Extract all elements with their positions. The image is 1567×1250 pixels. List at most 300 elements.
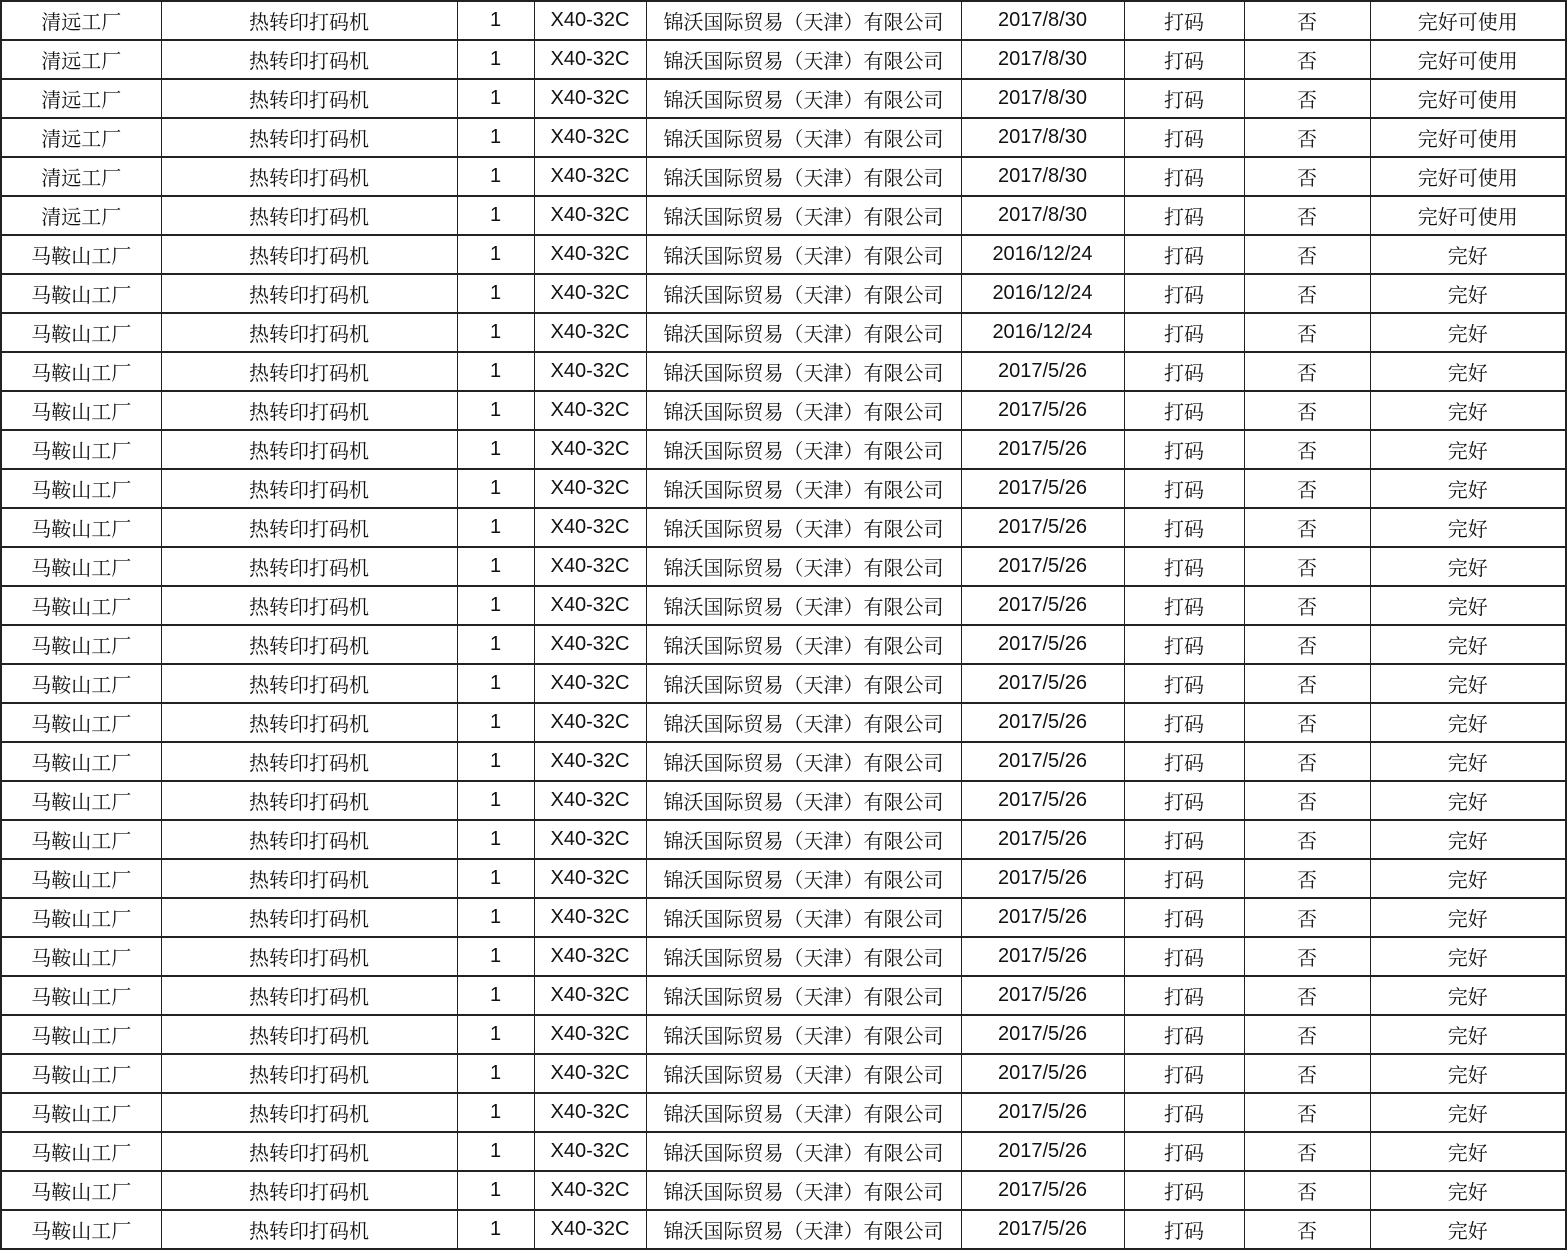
cell-flag: 否 <box>1244 703 1370 742</box>
cell-equipment-name: 热转印打码机 <box>161 40 457 79</box>
cell-supplier: 锦沃国际贸易（天津）有限公司 <box>646 1015 961 1054</box>
cell-model: X40-32C <box>534 625 646 664</box>
table-row <box>1 235 1566 274</box>
cell-equipment-name: 热转印打码机 <box>161 820 457 859</box>
cell-supplier: 锦沃国际贸易（天津）有限公司 <box>646 937 961 976</box>
cell-purpose: 打码 <box>1124 79 1244 118</box>
cell-date: 2017/5/26 <box>961 352 1124 391</box>
cell-quantity: 1 <box>457 40 534 79</box>
cell-purpose: 打码 <box>1124 469 1244 508</box>
cell-factory: 马鞍山工厂 <box>1 313 161 352</box>
cell-quantity: 1 <box>457 430 534 469</box>
cell-condition: 完好 <box>1370 1015 1566 1054</box>
cell-purpose: 打码 <box>1124 352 1244 391</box>
cell-factory: 马鞍山工厂 <box>1 781 161 820</box>
cell-flag: 否 <box>1244 1054 1370 1093</box>
cell-quantity: 1 <box>457 547 534 586</box>
cell-supplier: 锦沃国际贸易（天津）有限公司 <box>646 586 961 625</box>
cell-purpose: 打码 <box>1124 937 1244 976</box>
cell-flag: 否 <box>1244 1093 1370 1132</box>
cell-date: 2016/12/24 <box>961 274 1124 313</box>
cell-supplier: 锦沃国际贸易（天津）有限公司 <box>646 40 961 79</box>
cell-flag: 否 <box>1244 1171 1370 1210</box>
cell-model: X40-32C <box>534 859 646 898</box>
cell-condition: 完好 <box>1370 625 1566 664</box>
cell-model: X40-32C <box>534 430 646 469</box>
table-row <box>1 1210 1566 1249</box>
table-row <box>1 976 1566 1015</box>
cell-purpose: 打码 <box>1124 1 1244 40</box>
cell-condition: 完好 <box>1370 820 1566 859</box>
cell-flag: 否 <box>1244 40 1370 79</box>
cell-purpose: 打码 <box>1124 703 1244 742</box>
cell-quantity: 1 <box>457 118 534 157</box>
cell-quantity: 1 <box>457 625 534 664</box>
cell-condition: 完好 <box>1370 586 1566 625</box>
cell-purpose: 打码 <box>1124 430 1244 469</box>
cell-factory: 马鞍山工厂 <box>1 235 161 274</box>
table-row <box>1 352 1566 391</box>
cell-equipment-name: 热转印打码机 <box>161 313 457 352</box>
table-row <box>1 547 1566 586</box>
cell-date: 2017/5/26 <box>961 430 1124 469</box>
cell-flag: 否 <box>1244 274 1370 313</box>
cell-flag: 否 <box>1244 820 1370 859</box>
table-row <box>1 625 1566 664</box>
cell-quantity: 1 <box>457 859 534 898</box>
cell-factory: 清远工厂 <box>1 196 161 235</box>
cell-purpose: 打码 <box>1124 742 1244 781</box>
cell-model: X40-32C <box>534 196 646 235</box>
cell-equipment-name: 热转印打码机 <box>161 742 457 781</box>
cell-supplier: 锦沃国际贸易（天津）有限公司 <box>646 235 961 274</box>
cell-condition: 完好 <box>1370 508 1566 547</box>
cell-model: X40-32C <box>534 79 646 118</box>
cell-flag: 否 <box>1244 976 1370 1015</box>
cell-supplier: 锦沃国际贸易（天津）有限公司 <box>646 79 961 118</box>
cell-date: 2017/5/26 <box>961 664 1124 703</box>
cell-date: 2017/5/26 <box>961 859 1124 898</box>
cell-purpose: 打码 <box>1124 118 1244 157</box>
cell-purpose: 打码 <box>1124 508 1244 547</box>
cell-flag: 否 <box>1244 859 1370 898</box>
cell-flag: 否 <box>1244 391 1370 430</box>
cell-factory: 清远工厂 <box>1 40 161 79</box>
cell-date: 2017/8/30 <box>961 196 1124 235</box>
cell-equipment-name: 热转印打码机 <box>161 235 457 274</box>
cell-factory: 马鞍山工厂 <box>1 1171 161 1210</box>
cell-model: X40-32C <box>534 274 646 313</box>
table-row <box>1 664 1566 703</box>
cell-purpose: 打码 <box>1124 274 1244 313</box>
cell-factory: 清远工厂 <box>1 118 161 157</box>
cell-date: 2017/5/26 <box>961 937 1124 976</box>
cell-equipment-name: 热转印打码机 <box>161 1171 457 1210</box>
cell-quantity: 1 <box>457 937 534 976</box>
cell-quantity: 1 <box>457 1171 534 1210</box>
table-row <box>1 898 1566 937</box>
cell-purpose: 打码 <box>1124 664 1244 703</box>
table-row <box>1 781 1566 820</box>
cell-quantity: 1 <box>457 1210 534 1249</box>
cell-quantity: 1 <box>457 469 534 508</box>
cell-purpose: 打码 <box>1124 898 1244 937</box>
cell-date: 2017/5/26 <box>961 508 1124 547</box>
cell-purpose: 打码 <box>1124 40 1244 79</box>
cell-flag: 否 <box>1244 235 1370 274</box>
cell-flag: 否 <box>1244 625 1370 664</box>
cell-date: 2017/5/26 <box>961 469 1124 508</box>
cell-flag: 否 <box>1244 664 1370 703</box>
cell-supplier: 锦沃国际贸易（天津）有限公司 <box>646 976 961 1015</box>
cell-condition: 完好 <box>1370 547 1566 586</box>
cell-model: X40-32C <box>534 1054 646 1093</box>
cell-model: X40-32C <box>534 703 646 742</box>
cell-date: 2017/5/26 <box>961 625 1124 664</box>
table-row <box>1 859 1566 898</box>
table-row <box>1 820 1566 859</box>
cell-date: 2017/5/26 <box>961 1132 1124 1171</box>
cell-condition: 完好 <box>1370 742 1566 781</box>
cell-flag: 否 <box>1244 547 1370 586</box>
cell-equipment-name: 热转印打码机 <box>161 196 457 235</box>
cell-supplier: 锦沃国际贸易（天津）有限公司 <box>646 508 961 547</box>
cell-condition: 完好 <box>1370 976 1566 1015</box>
cell-equipment-name: 热转印打码机 <box>161 274 457 313</box>
cell-condition: 完好 <box>1370 703 1566 742</box>
cell-quantity: 1 <box>457 703 534 742</box>
cell-quantity: 1 <box>457 235 534 274</box>
cell-condition: 完好 <box>1370 469 1566 508</box>
table-row <box>1 1132 1566 1171</box>
cell-model: X40-32C <box>534 586 646 625</box>
cell-condition: 完好 <box>1370 1210 1566 1249</box>
cell-date: 2017/5/26 <box>961 1015 1124 1054</box>
cell-equipment-name: 热转印打码机 <box>161 1210 457 1249</box>
cell-equipment-name: 热转印打码机 <box>161 508 457 547</box>
cell-purpose: 打码 <box>1124 547 1244 586</box>
cell-condition: 完好 <box>1370 391 1566 430</box>
table-row <box>1 1093 1566 1132</box>
cell-supplier: 锦沃国际贸易（天津）有限公司 <box>646 196 961 235</box>
cell-factory: 马鞍山工厂 <box>1 1015 161 1054</box>
cell-date: 2016/12/24 <box>961 313 1124 352</box>
cell-flag: 否 <box>1244 1210 1370 1249</box>
cell-quantity: 1 <box>457 352 534 391</box>
cell-condition: 完好 <box>1370 937 1566 976</box>
cell-factory: 马鞍山工厂 <box>1 1054 161 1093</box>
cell-factory: 马鞍山工厂 <box>1 976 161 1015</box>
cell-equipment-name: 热转印打码机 <box>161 1 457 40</box>
cell-model: X40-32C <box>534 1015 646 1054</box>
table-row <box>1 313 1566 352</box>
cell-quantity: 1 <box>457 196 534 235</box>
cell-purpose: 打码 <box>1124 1210 1244 1249</box>
cell-date: 2017/8/30 <box>961 79 1124 118</box>
cell-factory: 马鞍山工厂 <box>1 664 161 703</box>
cell-equipment-name: 热转印打码机 <box>161 664 457 703</box>
cell-condition: 完好 <box>1370 1054 1566 1093</box>
cell-flag: 否 <box>1244 196 1370 235</box>
cell-model: X40-32C <box>534 1132 646 1171</box>
cell-flag: 否 <box>1244 352 1370 391</box>
cell-condition: 完好 <box>1370 859 1566 898</box>
cell-model: X40-32C <box>534 1171 646 1210</box>
cell-equipment-name: 热转印打码机 <box>161 157 457 196</box>
table-row <box>1 1054 1566 1093</box>
cell-quantity: 1 <box>457 586 534 625</box>
cell-flag: 否 <box>1244 313 1370 352</box>
cell-model: X40-32C <box>534 157 646 196</box>
cell-equipment-name: 热转印打码机 <box>161 976 457 1015</box>
cell-condition: 完好 <box>1370 781 1566 820</box>
cell-condition: 完好 <box>1370 1132 1566 1171</box>
cell-date: 2017/5/26 <box>961 820 1124 859</box>
cell-equipment-name: 热转印打码机 <box>161 781 457 820</box>
cell-condition: 完好 <box>1370 1171 1566 1210</box>
cell-date: 2017/5/26 <box>961 703 1124 742</box>
cell-factory: 马鞍山工厂 <box>1 1132 161 1171</box>
cell-purpose: 打码 <box>1124 196 1244 235</box>
cell-quantity: 1 <box>457 508 534 547</box>
cell-purpose: 打码 <box>1124 859 1244 898</box>
cell-equipment-name: 热转印打码机 <box>161 586 457 625</box>
cell-quantity: 1 <box>457 157 534 196</box>
cell-purpose: 打码 <box>1124 586 1244 625</box>
cell-factory: 马鞍山工厂 <box>1 1093 161 1132</box>
cell-factory: 马鞍山工厂 <box>1 352 161 391</box>
cell-supplier: 锦沃国际贸易（天津）有限公司 <box>646 1093 961 1132</box>
cell-condition: 完好可使用 <box>1370 40 1566 79</box>
cell-supplier: 锦沃国际贸易（天津）有限公司 <box>646 898 961 937</box>
cell-flag: 否 <box>1244 898 1370 937</box>
cell-factory: 马鞍山工厂 <box>1 547 161 586</box>
cell-date: 2017/5/26 <box>961 586 1124 625</box>
cell-equipment-name: 热转印打码机 <box>161 625 457 664</box>
cell-supplier: 锦沃国际贸易（天津）有限公司 <box>646 1171 961 1210</box>
cell-date: 2017/5/26 <box>961 1054 1124 1093</box>
cell-flag: 否 <box>1244 118 1370 157</box>
cell-model: X40-32C <box>534 820 646 859</box>
table-row <box>1 430 1566 469</box>
cell-model: X40-32C <box>534 1 646 40</box>
cell-supplier: 锦沃国际贸易（天津）有限公司 <box>646 859 961 898</box>
cell-quantity: 1 <box>457 742 534 781</box>
cell-condition: 完好可使用 <box>1370 1 1566 40</box>
table-row <box>1 937 1566 976</box>
cell-date: 2017/8/30 <box>961 1 1124 40</box>
cell-quantity: 1 <box>457 1132 534 1171</box>
cell-factory: 马鞍山工厂 <box>1 430 161 469</box>
cell-quantity: 1 <box>457 313 534 352</box>
cell-equipment-name: 热转印打码机 <box>161 898 457 937</box>
table-row <box>1 508 1566 547</box>
cell-condition: 完好可使用 <box>1370 157 1566 196</box>
cell-factory: 马鞍山工厂 <box>1 274 161 313</box>
cell-condition: 完好 <box>1370 1093 1566 1132</box>
table-row <box>1 469 1566 508</box>
cell-supplier: 锦沃国际贸易（天津）有限公司 <box>646 157 961 196</box>
cell-date: 2017/5/26 <box>961 1093 1124 1132</box>
cell-condition: 完好可使用 <box>1370 79 1566 118</box>
cell-equipment-name: 热转印打码机 <box>161 79 457 118</box>
cell-date: 2017/8/30 <box>961 118 1124 157</box>
cell-flag: 否 <box>1244 742 1370 781</box>
cell-supplier: 锦沃国际贸易（天津）有限公司 <box>646 430 961 469</box>
cell-condition: 完好 <box>1370 235 1566 274</box>
cell-condition: 完好 <box>1370 664 1566 703</box>
cell-date: 2017/5/26 <box>961 898 1124 937</box>
cell-supplier: 锦沃国际贸易（天津）有限公司 <box>646 664 961 703</box>
cell-factory: 马鞍山工厂 <box>1 820 161 859</box>
cell-factory: 马鞍山工厂 <box>1 469 161 508</box>
cell-quantity: 1 <box>457 274 534 313</box>
cell-factory: 马鞍山工厂 <box>1 859 161 898</box>
cell-equipment-name: 热转印打码机 <box>161 430 457 469</box>
cell-equipment-name: 热转印打码机 <box>161 1015 457 1054</box>
cell-model: X40-32C <box>534 742 646 781</box>
cell-flag: 否 <box>1244 469 1370 508</box>
table-row <box>1 40 1566 79</box>
table-row <box>1 274 1566 313</box>
cell-quantity: 1 <box>457 664 534 703</box>
cell-purpose: 打码 <box>1124 1093 1244 1132</box>
cell-flag: 否 <box>1244 586 1370 625</box>
cell-supplier: 锦沃国际贸易（天津）有限公司 <box>646 313 961 352</box>
cell-purpose: 打码 <box>1124 820 1244 859</box>
equipment-table-body <box>1 1 1566 1249</box>
cell-factory: 马鞍山工厂 <box>1 508 161 547</box>
cell-date: 2017/8/30 <box>961 40 1124 79</box>
cell-quantity: 1 <box>457 820 534 859</box>
cell-model: X40-32C <box>534 781 646 820</box>
cell-condition: 完好 <box>1370 274 1566 313</box>
cell-date: 2016/12/24 <box>961 235 1124 274</box>
cell-model: X40-32C <box>534 976 646 1015</box>
cell-purpose: 打码 <box>1124 1132 1244 1171</box>
cell-supplier: 锦沃国际贸易（天津）有限公司 <box>646 1210 961 1249</box>
cell-date: 2017/5/26 <box>961 547 1124 586</box>
cell-flag: 否 <box>1244 1 1370 40</box>
cell-model: X40-32C <box>534 508 646 547</box>
cell-purpose: 打码 <box>1124 625 1244 664</box>
cell-model: X40-32C <box>534 391 646 430</box>
cell-equipment-name: 热转印打码机 <box>161 937 457 976</box>
cell-factory: 马鞍山工厂 <box>1 898 161 937</box>
cell-model: X40-32C <box>534 235 646 274</box>
cell-date: 2017/5/26 <box>961 742 1124 781</box>
cell-date: 2017/5/26 <box>961 976 1124 1015</box>
cell-flag: 否 <box>1244 1132 1370 1171</box>
table-row <box>1 1171 1566 1210</box>
cell-supplier: 锦沃国际贸易（天津）有限公司 <box>646 781 961 820</box>
cell-model: X40-32C <box>534 1093 646 1132</box>
cell-factory: 马鞍山工厂 <box>1 937 161 976</box>
cell-quantity: 1 <box>457 79 534 118</box>
table-row <box>1 1 1566 40</box>
cell-date: 2017/5/26 <box>961 391 1124 430</box>
cell-supplier: 锦沃国际贸易（天津）有限公司 <box>646 391 961 430</box>
cell-model: X40-32C <box>534 118 646 157</box>
cell-equipment-name: 热转印打码机 <box>161 118 457 157</box>
cell-supplier: 锦沃国际贸易（天津）有限公司 <box>646 352 961 391</box>
cell-purpose: 打码 <box>1124 157 1244 196</box>
cell-supplier: 锦沃国际贸易（天津）有限公司 <box>646 547 961 586</box>
cell-factory: 马鞍山工厂 <box>1 391 161 430</box>
table-row <box>1 391 1566 430</box>
cell-equipment-name: 热转印打码机 <box>161 469 457 508</box>
cell-model: X40-32C <box>534 1210 646 1249</box>
cell-equipment-name: 热转印打码机 <box>161 391 457 430</box>
cell-quantity: 1 <box>457 1 534 40</box>
cell-date: 2017/5/26 <box>961 1210 1124 1249</box>
cell-flag: 否 <box>1244 430 1370 469</box>
cell-flag: 否 <box>1244 937 1370 976</box>
cell-equipment-name: 热转印打码机 <box>161 1093 457 1132</box>
table-row <box>1 586 1566 625</box>
cell-supplier: 锦沃国际贸易（天津）有限公司 <box>646 625 961 664</box>
cell-quantity: 1 <box>457 781 534 820</box>
cell-model: X40-32C <box>534 664 646 703</box>
cell-quantity: 1 <box>457 391 534 430</box>
table-row <box>1 157 1566 196</box>
cell-purpose: 打码 <box>1124 1171 1244 1210</box>
cell-equipment-name: 热转印打码机 <box>161 547 457 586</box>
cell-flag: 否 <box>1244 1015 1370 1054</box>
cell-factory: 清远工厂 <box>1 1 161 40</box>
cell-equipment-name: 热转印打码机 <box>161 1054 457 1093</box>
table-row <box>1 118 1566 157</box>
cell-quantity: 1 <box>457 1015 534 1054</box>
table-row <box>1 196 1566 235</box>
cell-model: X40-32C <box>534 469 646 508</box>
cell-supplier: 锦沃国际贸易（天津）有限公司 <box>646 1132 961 1171</box>
table-row <box>1 703 1566 742</box>
cell-purpose: 打码 <box>1124 235 1244 274</box>
cell-purpose: 打码 <box>1124 313 1244 352</box>
cell-flag: 否 <box>1244 79 1370 118</box>
cell-condition: 完好 <box>1370 898 1566 937</box>
cell-date: 2017/5/26 <box>961 781 1124 820</box>
cell-model: X40-32C <box>534 352 646 391</box>
cell-model: X40-32C <box>534 547 646 586</box>
cell-supplier: 锦沃国际贸易（天津）有限公司 <box>646 274 961 313</box>
cell-quantity: 1 <box>457 976 534 1015</box>
cell-purpose: 打码 <box>1124 781 1244 820</box>
cell-model: X40-32C <box>534 40 646 79</box>
cell-date: 2017/5/26 <box>961 1171 1124 1210</box>
cell-model: X40-32C <box>534 313 646 352</box>
cell-date: 2017/8/30 <box>961 157 1124 196</box>
cell-purpose: 打码 <box>1124 976 1244 1015</box>
cell-equipment-name: 热转印打码机 <box>161 352 457 391</box>
cell-condition: 完好 <box>1370 313 1566 352</box>
cell-equipment-name: 热转印打码机 <box>161 1132 457 1171</box>
cell-supplier: 锦沃国际贸易（天津）有限公司 <box>646 1054 961 1093</box>
cell-purpose: 打码 <box>1124 391 1244 430</box>
cell-factory: 清远工厂 <box>1 79 161 118</box>
cell-purpose: 打码 <box>1124 1015 1244 1054</box>
cell-supplier: 锦沃国际贸易（天津）有限公司 <box>646 703 961 742</box>
cell-model: X40-32C <box>534 937 646 976</box>
cell-factory: 马鞍山工厂 <box>1 586 161 625</box>
cell-factory: 马鞍山工厂 <box>1 742 161 781</box>
cell-condition: 完好可使用 <box>1370 196 1566 235</box>
cell-supplier: 锦沃国际贸易（天津）有限公司 <box>646 820 961 859</box>
cell-supplier: 锦沃国际贸易（天津）有限公司 <box>646 742 961 781</box>
cell-purpose: 打码 <box>1124 1054 1244 1093</box>
cell-flag: 否 <box>1244 781 1370 820</box>
